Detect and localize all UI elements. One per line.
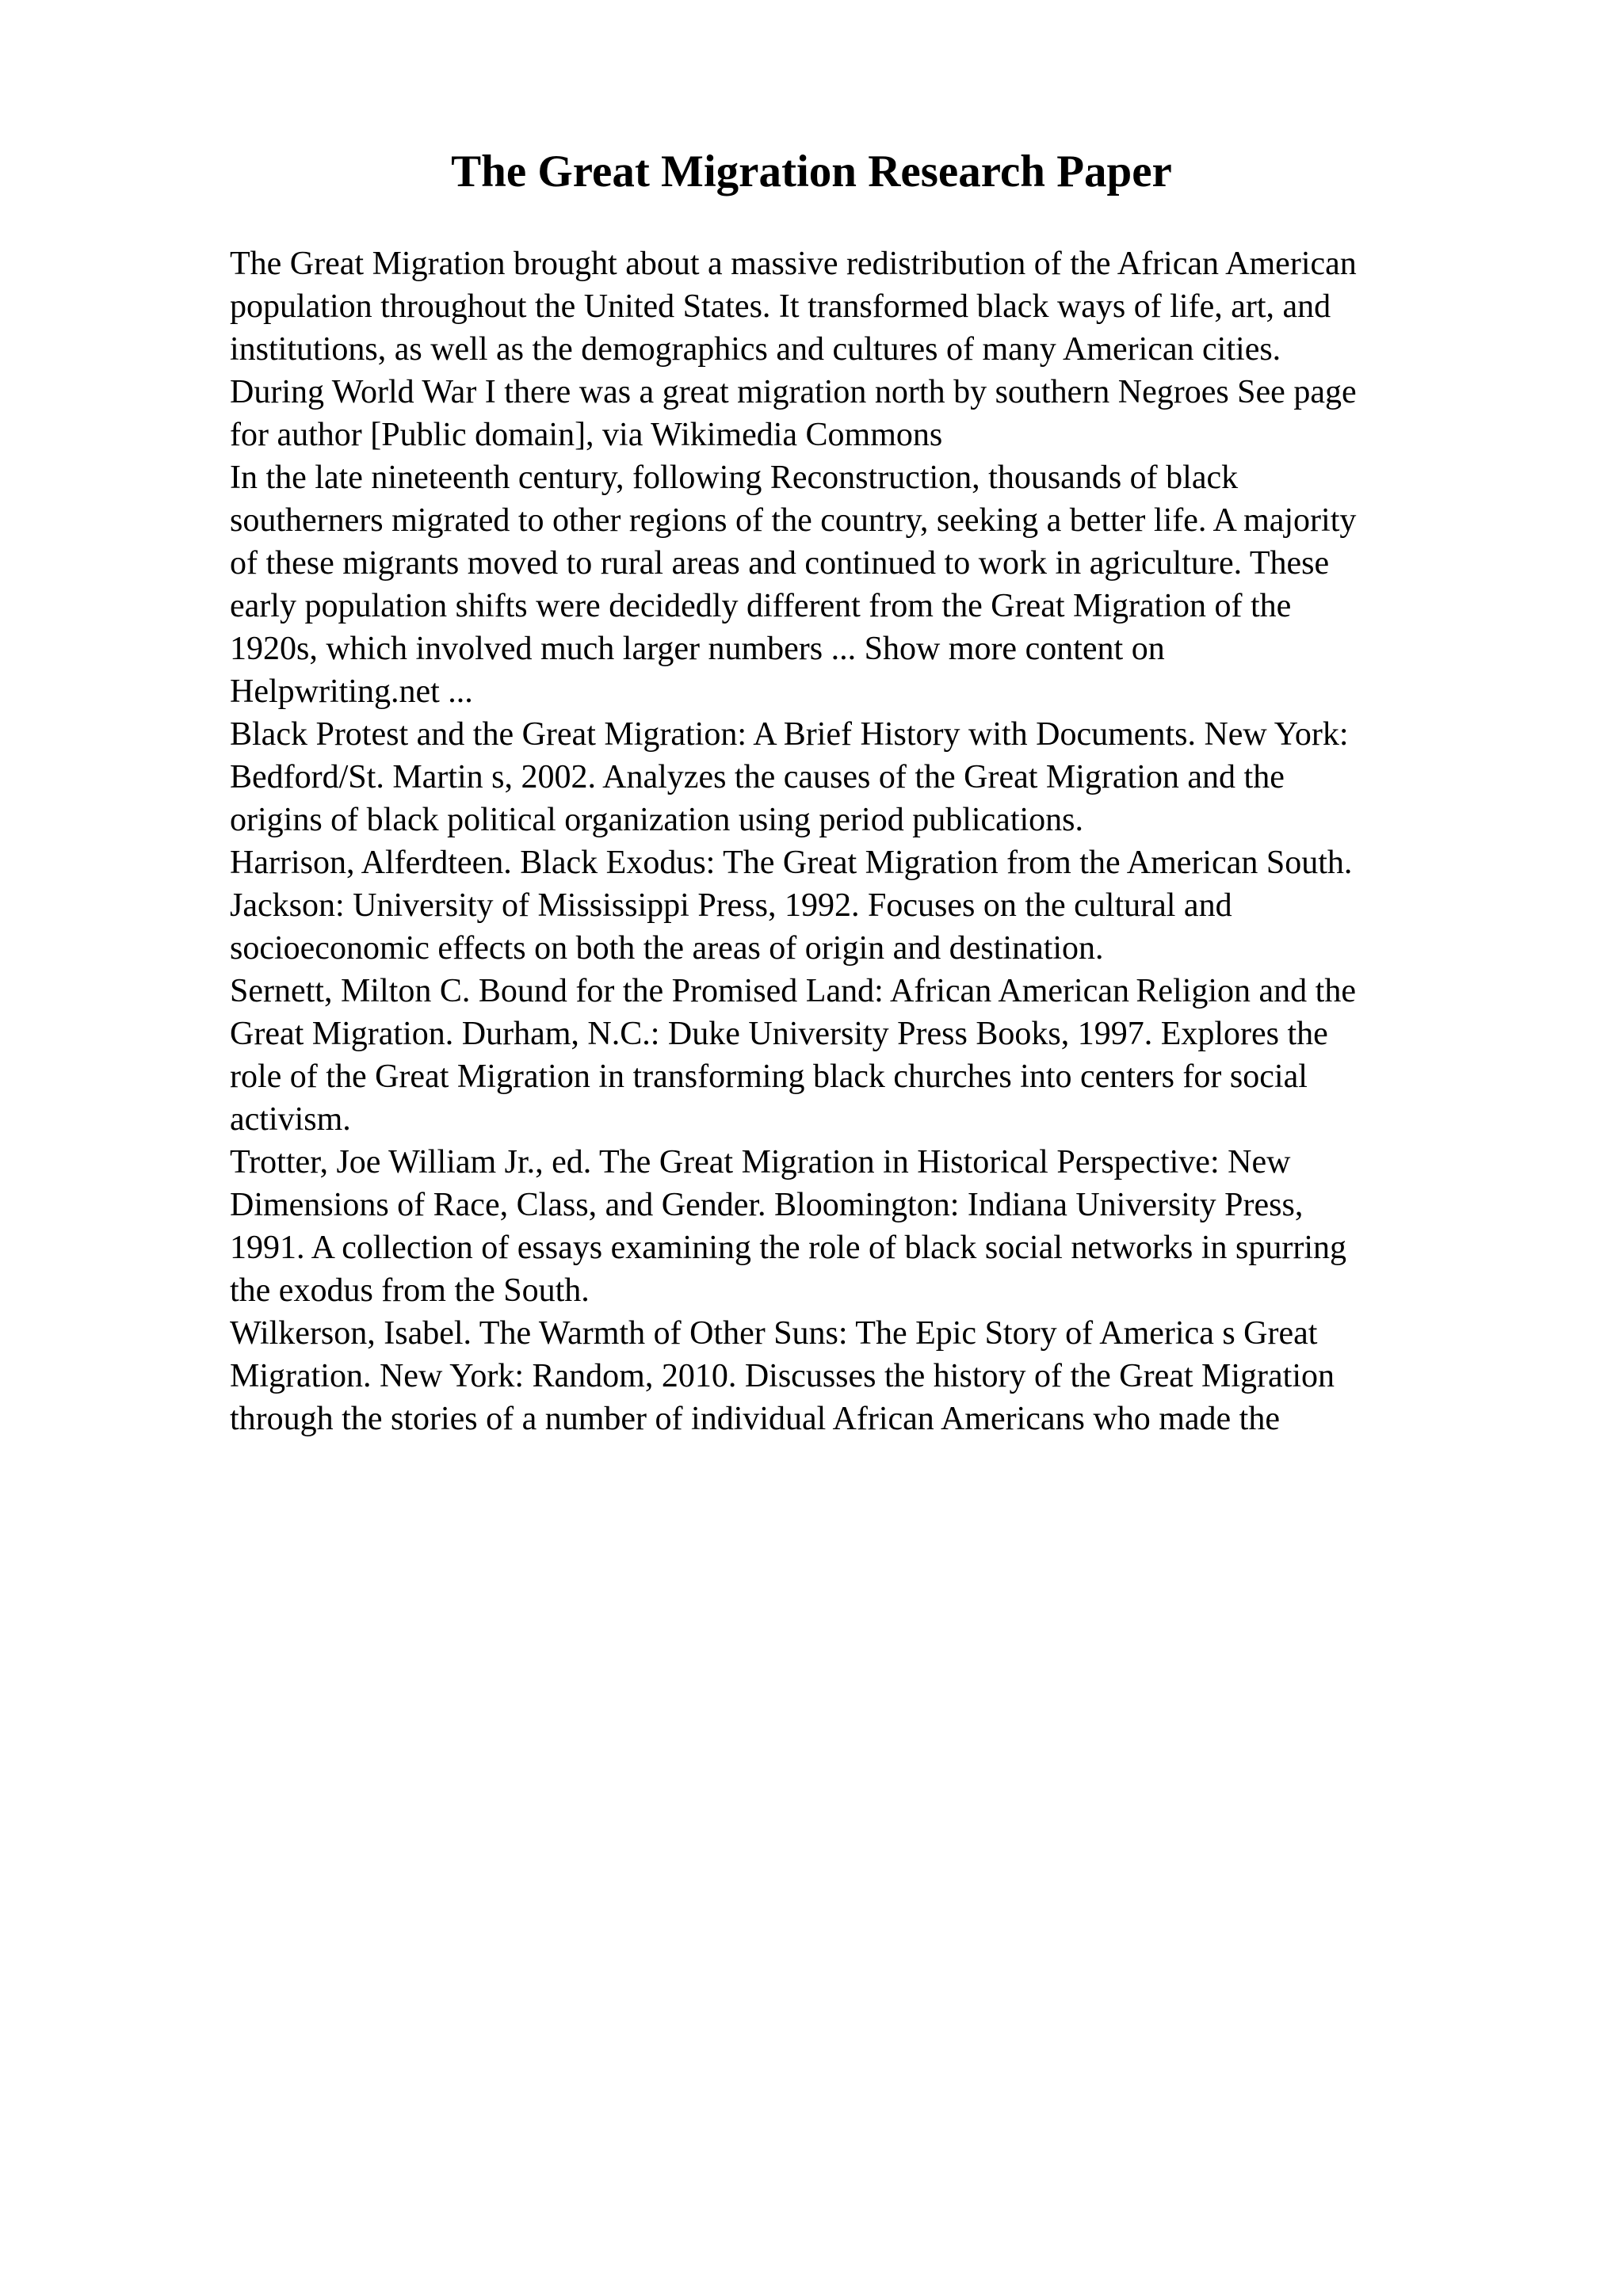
body-line: Harrison, Alferdteen. Black Exodus: The Great Migration from the American South. (230, 845, 1353, 881)
body-line: socioeconomic effects on both the areas of origin and destination. (230, 930, 1104, 967)
body-line: role of the Great Migration in transforming black churches into centers for social (230, 1058, 1308, 1095)
body-line: Great Migration. Durham, N.C.: Duke University Press Books, 1997. Explores the (230, 1016, 1328, 1052)
body-line: population throughout the United States. It transformed black ways of life, art, and (230, 288, 1331, 325)
body-line: The Great Migration brought about a massive redistribution of the African American (230, 246, 1357, 282)
body-line: Helpwriting.net ... (230, 673, 473, 710)
body-line: the exodus from the South. (230, 1272, 590, 1309)
body-line: Black Protest and the Great Migration: A Brief History with Documents. New York: (230, 716, 1349, 753)
body-line: origins of black political organization using period publications. (230, 802, 1084, 838)
body-line: activism. (230, 1101, 351, 1138)
body-line: Bedford/St. Martin s, 2002. Analyzes the causes of the Great Migration and the (230, 759, 1285, 795)
body-line: In the late nineteenth century, following Reconstruction, thousands of black (230, 460, 1239, 496)
body-line: southerners migrated to other regions of the country, seeking a better life. A majority (230, 502, 1357, 539)
body-line: early population shifts were decidedly different from the Great Migration of the (230, 588, 1292, 624)
body-line: During World War I there was a great migration north by southern Negroes See page (230, 374, 1357, 410)
body-line: 1991. A collection of essays examining the role of black social networks in spurring (230, 1230, 1347, 1266)
body-line: for author [Public domain], via Wikimedia Commons (230, 417, 943, 453)
document-title: The Great Migration Research Paper (451, 147, 1172, 196)
body-line: Dimensions of Race, Class, and Gender. Bloomington: Indiana University Press, (230, 1187, 1304, 1223)
body-line: Migration. New York: Random, 2010. Discusses the history of the Great Migration (230, 1358, 1335, 1394)
document-body (230, 242, 1593, 1440)
body-line: Jackson: University of Mississippi Press, 1992. Focuses on the cultural and (230, 887, 1232, 924)
body-line: through the stories of a number of individual African Americans who made the (230, 1401, 1280, 1437)
body-line: of these migrants moved to rural areas and continued to work in agriculture. These (230, 545, 1330, 582)
body-line: Sernett, Milton C. Bound for the Promised Land: African American Religion and the (230, 973, 1356, 1009)
body-line: Trotter, Joe William Jr., ed. The Great Migration in Historical Perspective: New (230, 1144, 1291, 1180)
body-line: institutions, as well as the demographics and cultures of many American cities. (230, 331, 1281, 368)
body-line: Wilkerson, Isabel. The Warmth of Other Suns: The Epic Story of America s Great (230, 1315, 1318, 1352)
body-line: 1920s, which involved much larger numbers ... Show more content on (230, 631, 1165, 667)
